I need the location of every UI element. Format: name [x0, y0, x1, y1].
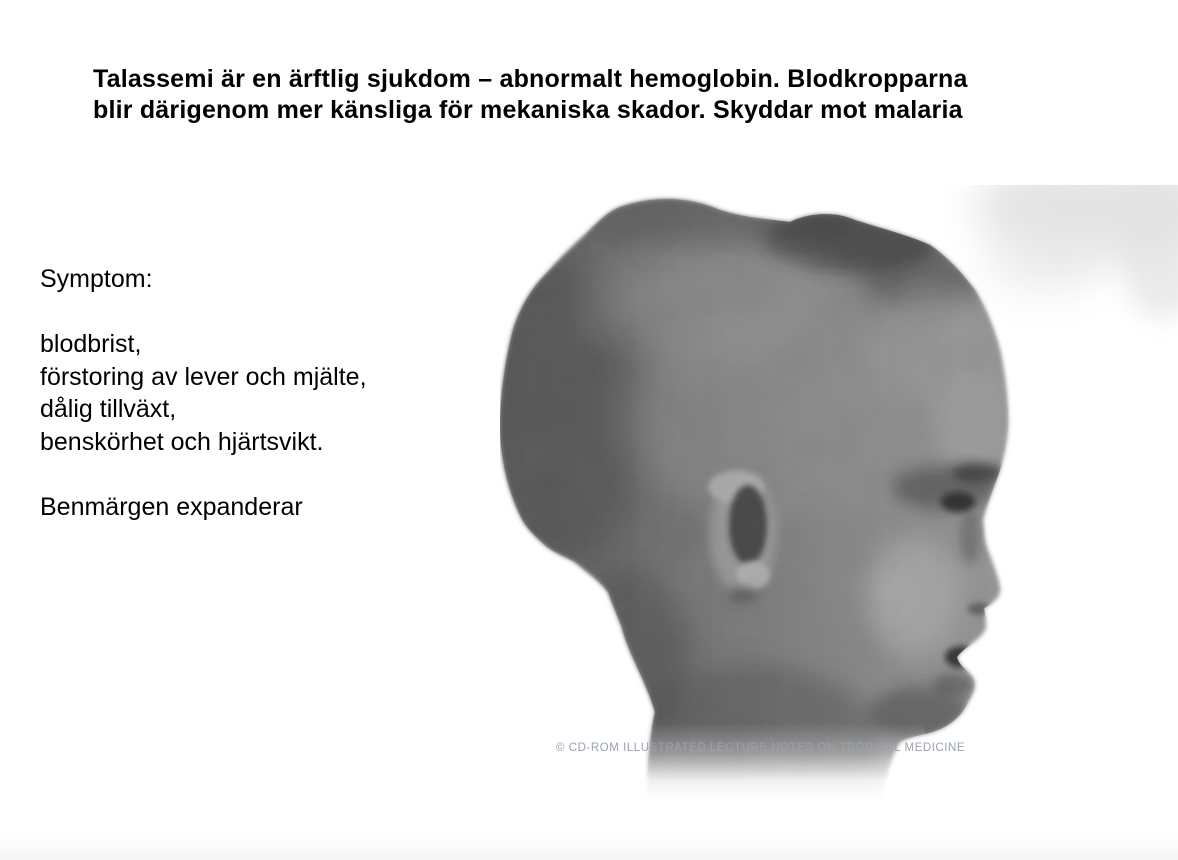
symptom-line: benskörhet och hjärtsvikt. — [40, 427, 324, 456]
photo-bottom-fade — [595, 723, 925, 800]
symptom-text-block — [40, 263, 480, 523]
bottom-gradient — [0, 830, 1178, 860]
bone-marrow-line: Benmärgen expanderar — [40, 492, 303, 521]
slide-title-line-1: Talassemi är en ärftlig sjukdom – abnormalt hemoglobin. Blodkropparna — [93, 65, 968, 93]
symptom-heading: Symptom: — [40, 265, 153, 293]
patient-photo — [500, 185, 1178, 800]
slide-title-line-2: blir därigenom mer känsliga för mekaniska skador. Skyddar mot malaria — [93, 96, 963, 124]
patient-photo-illustration — [500, 185, 1178, 800]
symptom-line: dålig tillväxt, — [40, 395, 177, 423]
slide-title — [93, 64, 1093, 126]
photo-caption: © CD-ROM ILLUSTRATED LECTURE NOTES ON TROPICAL MEDICINE — [556, 742, 966, 754]
photo-background-wash — [975, 185, 1178, 319]
symptom-line: förstoring av lever och mjälte, — [40, 362, 367, 391]
symptom-line: blodbrist, — [40, 330, 142, 358]
